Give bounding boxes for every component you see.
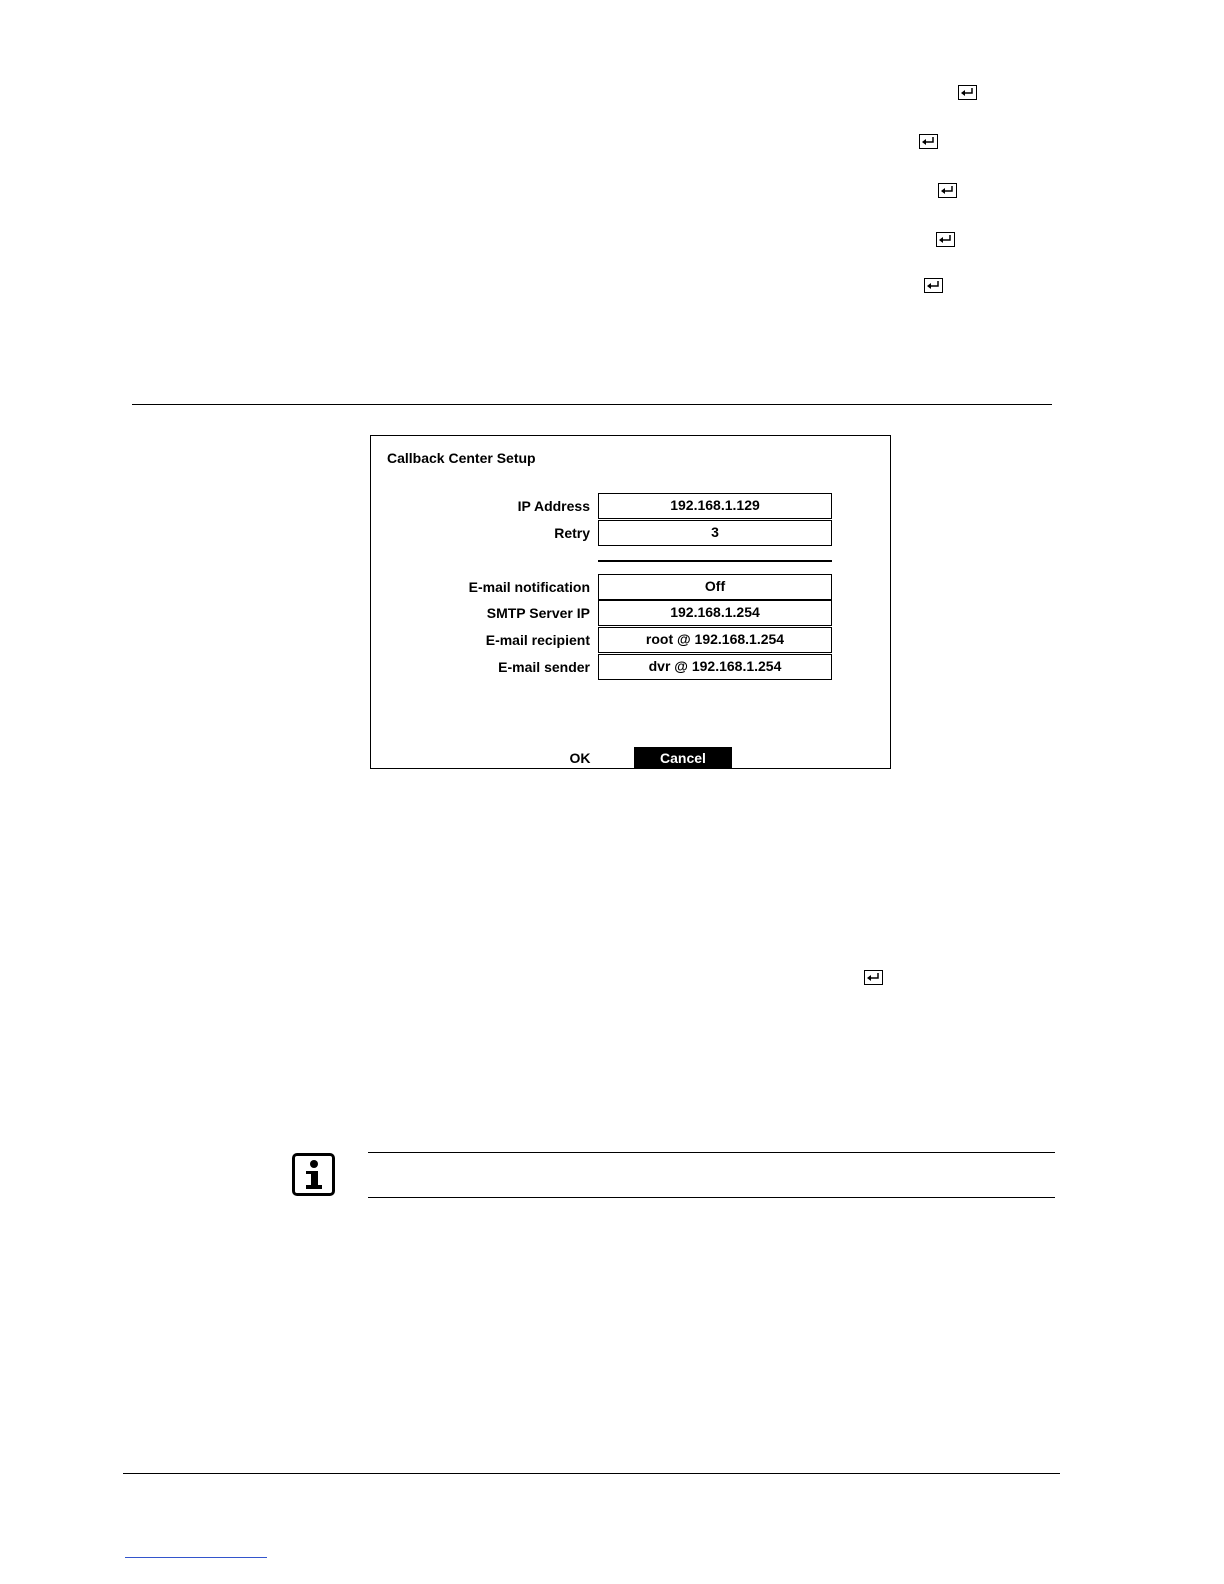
email-recipient-label: E-mail recipient xyxy=(485,632,590,648)
enter-key-icon xyxy=(938,183,957,198)
email-sender-row xyxy=(371,654,892,680)
field-group-separator xyxy=(598,560,832,562)
email-sender-field[interactable]: dvr @ 192.168.1.254 xyxy=(598,654,832,680)
note-top-rule xyxy=(368,1152,1055,1153)
retry-row xyxy=(371,520,892,546)
enter-key-icon xyxy=(864,970,883,985)
retry-field[interactable]: 3 xyxy=(598,520,832,546)
retry-label: Retry xyxy=(554,525,590,541)
note-bottom-rule xyxy=(368,1197,1055,1198)
section-divider xyxy=(132,404,1052,405)
callback-center-setup-dialog xyxy=(370,435,891,769)
ip-address-row xyxy=(371,493,892,519)
smtp-server-ip-label: SMTP Server IP xyxy=(486,605,590,621)
cancel-button[interactable]: Cancel xyxy=(634,747,732,769)
email-recipient-row xyxy=(371,627,892,653)
footer-link-underline[interactable] xyxy=(125,1557,267,1558)
enter-key-icon xyxy=(936,232,955,247)
enter-key-icon xyxy=(924,278,943,293)
ip-address-label: IP Address xyxy=(517,498,590,514)
email-recipient-field[interactable]: root @ 192.168.1.254 xyxy=(598,627,832,653)
ok-button[interactable]: OK xyxy=(569,750,591,766)
enter-key-icon xyxy=(919,134,938,149)
smtp-server-ip-row xyxy=(371,600,892,626)
info-icon xyxy=(292,1153,335,1196)
smtp-server-ip-field[interactable]: 192.168.1.254 xyxy=(598,600,832,626)
email-notification-row xyxy=(371,574,892,600)
ip-address-field[interactable]: 192.168.1.129 xyxy=(598,493,832,519)
email-sender-label: E-mail sender xyxy=(498,659,590,675)
dialog-title: Callback Center Setup xyxy=(387,450,536,466)
enter-key-icon xyxy=(958,85,977,100)
email-notification-field[interactable]: Off xyxy=(598,574,832,600)
footer-divider xyxy=(123,1473,1060,1474)
email-notification-label: E-mail notification xyxy=(468,579,590,595)
